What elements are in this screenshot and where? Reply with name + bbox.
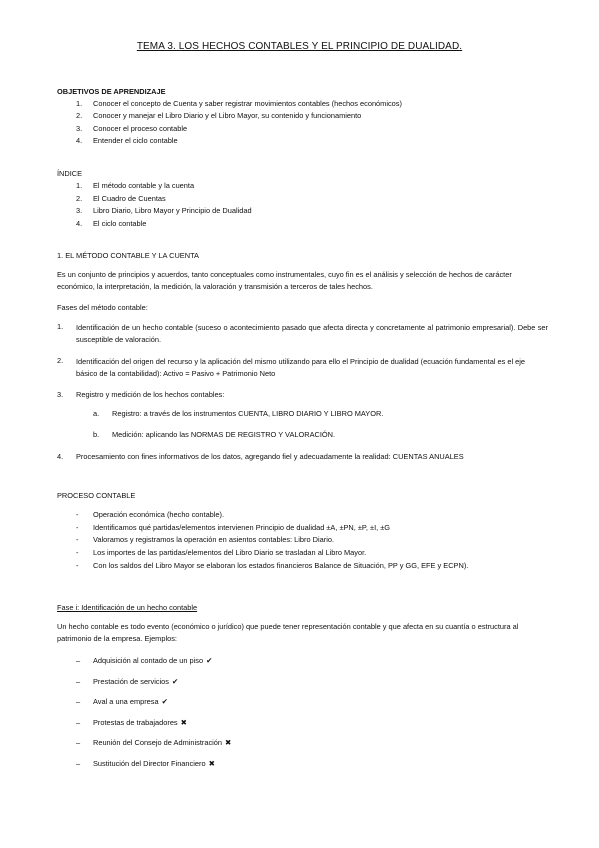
example-dash: – bbox=[76, 738, 81, 747]
process-heading: PROCESO CONTABLE bbox=[57, 491, 136, 500]
example-label: Prestación de servicios bbox=[93, 677, 169, 686]
process-item: Identificamos qué partidas/elementos intervienen Principio de dualidad ±A, ±PN, ±P, ±I, ±G bbox=[93, 523, 391, 532]
index-number: 4. bbox=[76, 219, 83, 228]
index-number: 1. bbox=[76, 181, 83, 190]
example-item bbox=[93, 759, 215, 768]
objectives-heading: OBJETIVOS DE APRENDIZAJE bbox=[57, 87, 166, 96]
process-item: Valoramos y registramos la operación en asientos contables: Libro Diario. bbox=[93, 535, 334, 544]
phase-item: Identificación de un hecho contable (suceso o acontecimiento pasado que afecta directa y concretamente al patrimonio empresarial). Debe ser susceptible de valoración. bbox=[76, 323, 548, 344]
index-item: El ciclo contable bbox=[93, 219, 147, 228]
document-title: TEMA 3. LOS HECHOS CONTABLES Y EL PRINCIPIO DE DUALIDAD. bbox=[136, 41, 463, 52]
process-dash: - bbox=[76, 523, 79, 532]
objective-item: Conocer el concepto de Cuenta y saber registrar movimientos contables (hechos económicos) bbox=[93, 99, 402, 108]
phase-item: Procesamiento con fines informativos de los datos, agregando fiel y adecuadamente la realidad: CUENTAS ANUALES bbox=[76, 452, 464, 461]
cross-icon: ✖ bbox=[208, 759, 215, 768]
objective-item: Entender el ciclo contable bbox=[93, 136, 178, 145]
example-dash: – bbox=[76, 656, 81, 665]
phase-number: 3. bbox=[57, 390, 64, 399]
phase-number: 2. bbox=[57, 356, 64, 365]
section1-intro: Es un conjunto de principios y acuerdos, tanto conceptuales como instrumentales, cuyo fin es el análisis y selección de hechos de carácter económico, la interpretación, la medición, la valoración y transmisión a terceros de tales hechos. bbox=[57, 270, 512, 291]
example-label: Reunión del Consejo de Administración bbox=[93, 738, 223, 747]
example-label: Sustitución del Director Financiero bbox=[93, 759, 206, 768]
phase1-heading: Fase i: Identificación de un hecho contable bbox=[57, 603, 198, 612]
example-item bbox=[93, 677, 178, 686]
cross-icon: ✖ bbox=[180, 718, 187, 727]
section1-heading: 1. EL MÉTODO CONTABLE Y LA CUENTA bbox=[57, 251, 199, 260]
example-dash: – bbox=[76, 697, 81, 706]
objective-item: Conocer y manejar el Libro Diario y el Libro Mayor, su contenido y funcionamiento bbox=[93, 111, 362, 120]
index-number: 2. bbox=[76, 194, 83, 203]
objective-number: 1. bbox=[76, 99, 83, 108]
objective-item: Conocer el proceso contable bbox=[93, 124, 188, 133]
subphase-item: Medición: aplicando las NORMAS DE REGISTRO Y VALORACIÓN. bbox=[112, 430, 336, 439]
subphase-letter: b. bbox=[93, 430, 100, 439]
example-item bbox=[93, 738, 231, 747]
example-label: Adquisición al contado de un piso bbox=[93, 656, 204, 665]
objective-number: 2. bbox=[76, 111, 83, 120]
subphase-item: Registro: a través de los instrumentos CUENTA, LIBRO DIARIO Y LIBRO MAYOR. bbox=[112, 409, 384, 418]
process-dash: - bbox=[76, 561, 79, 570]
index-number: 3. bbox=[76, 206, 83, 215]
example-item bbox=[93, 718, 187, 727]
process-item: Los importes de las partidas/elementos del Libro Diario se trasladan al Libro Mayor. bbox=[93, 548, 367, 557]
check-icon: ✔ bbox=[172, 677, 179, 686]
phase-number: 1. bbox=[57, 322, 64, 331]
phase1-intro: Un hecho contable es todo evento (económico o jurídico) que puede tener representación contable y que afecta en su cuantía o estructura al patrimonio de la empresa. Ejemplos: bbox=[57, 622, 519, 643]
example-item bbox=[93, 656, 212, 665]
process-dash: - bbox=[76, 510, 79, 519]
example-dash: – bbox=[76, 759, 81, 768]
subphase-letter: a. bbox=[93, 409, 100, 418]
example-dash: – bbox=[76, 718, 81, 727]
example-item bbox=[93, 697, 168, 706]
phases-label: Fases del método contable: bbox=[57, 303, 148, 312]
check-icon: ✔ bbox=[161, 697, 168, 706]
process-dash: - bbox=[76, 548, 79, 557]
cross-icon: ✖ bbox=[225, 738, 232, 747]
index-item: El método contable y la cuenta bbox=[93, 181, 195, 190]
example-label: Protestas de trabajadores bbox=[93, 718, 178, 727]
index-item: Libro Diario, Libro Mayor y Principio de Dualidad bbox=[93, 206, 252, 215]
process-dash: - bbox=[76, 535, 79, 544]
check-icon: ✔ bbox=[206, 656, 213, 665]
process-item: Con los saldos del Libro Mayor se elaboran los estados financieros Balance de Situación, PP y GG, EFE y ECPN). bbox=[93, 561, 469, 570]
objective-number: 4. bbox=[76, 136, 83, 145]
example-label: Aval a una empresa bbox=[93, 697, 159, 706]
phase-item: Identificación del origen del recurso y la aplicación del mismo utilizando para ello el Principio de dualidad (ecuación fundamental es el eje básico de la contabilidad): Activo = Pasivo + Patrimonio Neto bbox=[76, 357, 526, 378]
phase-number: 4. bbox=[57, 452, 64, 461]
index-heading: ÍNDICE bbox=[57, 169, 83, 178]
phase-item: Registro y medición de los hechos contables: bbox=[76, 390, 225, 399]
objective-number: 3. bbox=[76, 124, 83, 133]
example-dash: – bbox=[76, 677, 81, 686]
index-item: El Cuadro de Cuentas bbox=[93, 194, 166, 203]
process-item: Operación económica (hecho contable). bbox=[93, 510, 225, 519]
